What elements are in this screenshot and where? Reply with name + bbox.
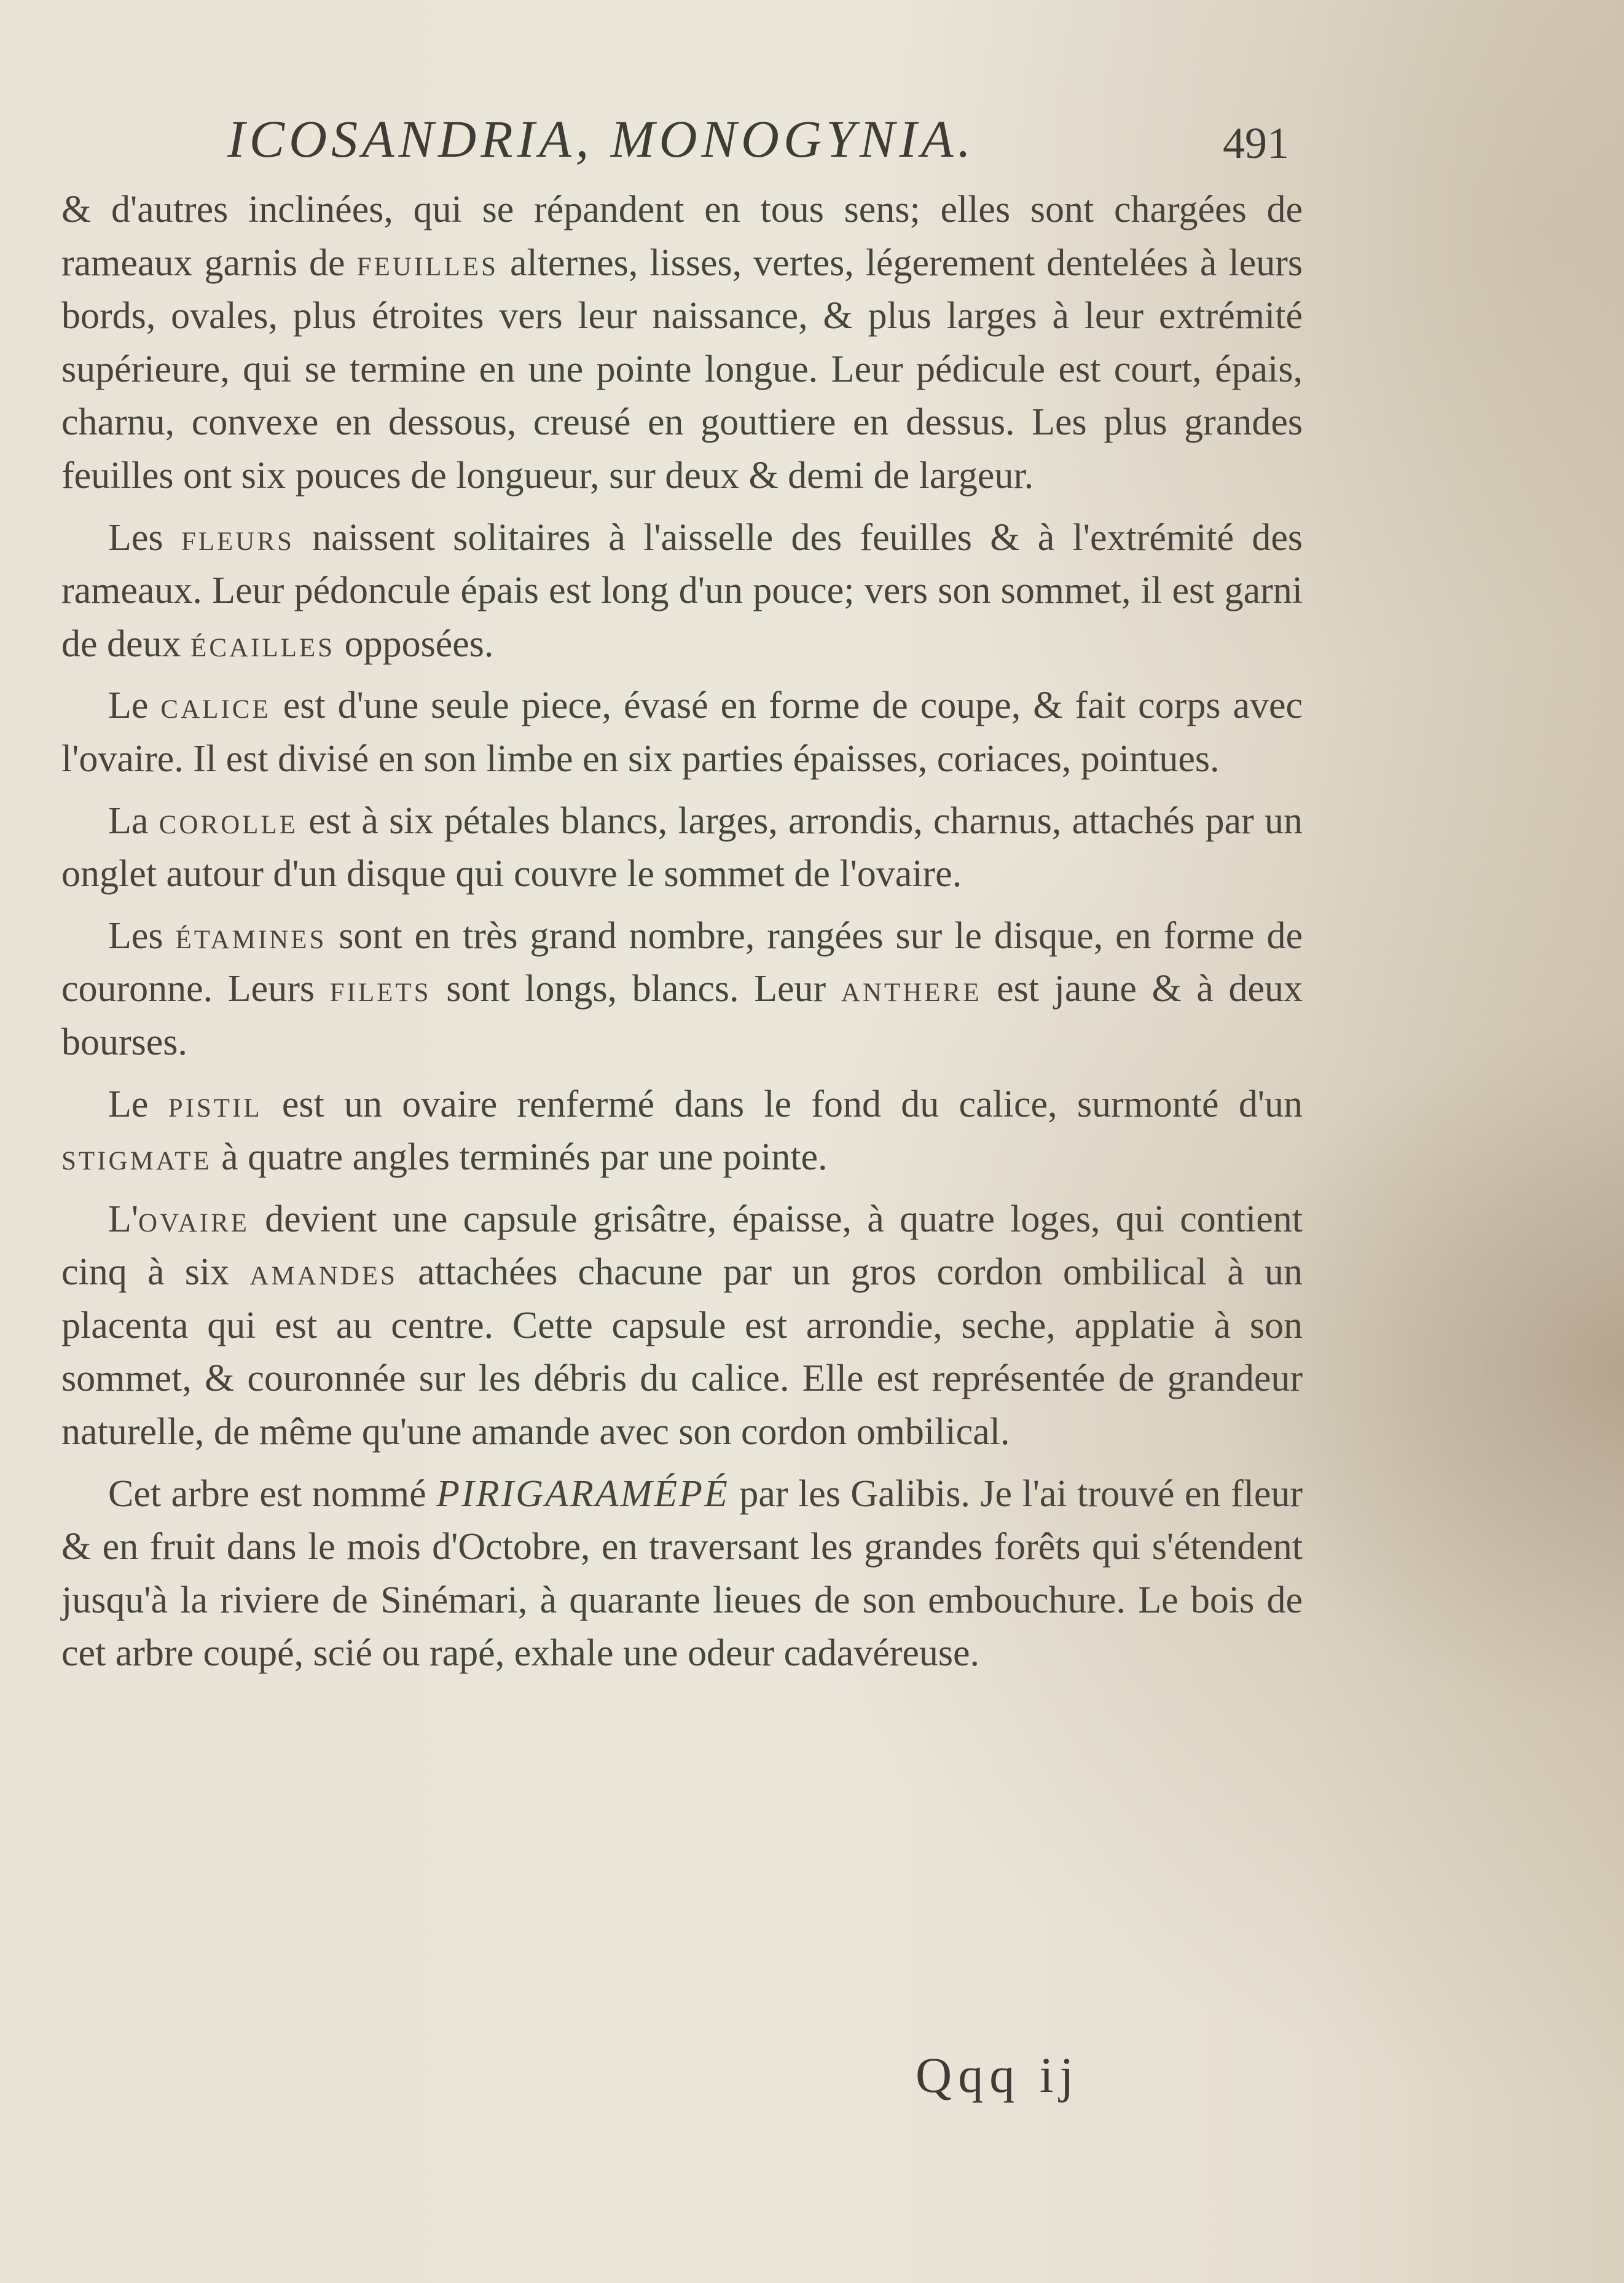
text-run: devient une capsule grisâtre, épaisse, à quatre loges, qui contient cinq à six (61, 1198, 1303, 1294)
term-feuilles: feuilles (356, 242, 498, 284)
text-run: alternes, lisses, vertes, légerement dentelées à leurs bords, ovales, plus étroites vers leur naissance, & plus larges à leur extrémité supérieure, qui se termine en une pointe longue. Leur pédicule est court, épais, charnu, convexe en dessous, creusé en gouttiere en dessus. Les plus grandes feuilles ont six pouces de longueur, sur deux & demi de largeur. (61, 242, 1303, 497)
paragraph-leaves-description (61, 183, 1303, 503)
paragraph-corolla (61, 795, 1303, 901)
term-fleurs: fleurs (181, 516, 294, 559)
text-run: attachées chacune par un gros cordon ombilical à un placenta qui est au centre. Cette capsule est arrondie, seche, applatie à son sommet, & couronnée sur les débris du calice. Elle est représentée de grandeur naturelle, de même qu'une amande avec son cordon ombilical. (61, 1251, 1303, 1453)
page-number: 491 (1223, 119, 1289, 168)
paragraph-stamens (61, 910, 1303, 1069)
paragraph-calyx (61, 679, 1303, 785)
text-run: naissent solitaires à l'aisselle des feuilles & à l'extrémité des rameaux. Leur pédoncule épais est long d'un pouce; vers son sommet, il est garni de deux (61, 516, 1303, 665)
text-run: Les (108, 914, 176, 957)
text-run: Le (108, 685, 161, 727)
text-run: L' (108, 1198, 139, 1240)
term-amandes: amandes (249, 1251, 398, 1294)
paragraph-ovary (61, 1193, 1303, 1459)
text-run: est un ovaire renfermé dans le fond du calice, surmonté d'un (262, 1083, 1303, 1125)
text-run: La (108, 800, 159, 842)
text-run: est jaune & à deux bourses. (61, 968, 1303, 1063)
text-run: Les (108, 516, 181, 559)
text-run: est d'une seule piece, évasé en forme de coupe, & fait corps avec l'ovaire. Il est divisé en son limbe en six parties épaisses, coriaces, pointues. (61, 685, 1303, 780)
text-run: Cet arbre est nommé (108, 1472, 437, 1515)
term-ecailles: écailles (190, 623, 335, 665)
term-pistil: pistil (168, 1083, 262, 1125)
text-run: sont en très grand nombre, rangées sur le disque, en forme de couronne. Leurs (61, 914, 1303, 1010)
term-corolle: corolle (159, 800, 298, 842)
term-ovaire: ovaire (138, 1198, 249, 1240)
signature-mark: Qqq ij (916, 2047, 1080, 2103)
paragraph-flowers (61, 511, 1303, 671)
text-run: Le (108, 1083, 168, 1125)
paragraph-tree-name (61, 1468, 1303, 1680)
term-etamines: étamines (175, 914, 327, 957)
term-anthere: anthere (841, 968, 982, 1010)
body-text (61, 183, 1303, 1689)
text-run: opposées. (335, 623, 494, 665)
text-run: & d'autres inclinées, qui se répandent en tous sens; elles sont chargées de rameaux garnis de (61, 189, 1303, 284)
running-title: ICOSANDRIA, MONOGYNIA. (227, 109, 975, 168)
paragraph-pistil (61, 1078, 1303, 1184)
text-run: sont longs, blancs. Leur (431, 968, 841, 1010)
text-run: est à six pétales blancs, larges, arrondis, charnus, attachés par un onglet autour d'un disque qui couvre le sommet de l'ovaire. (61, 800, 1303, 895)
term-stigmate: stigmate (61, 1136, 212, 1179)
term-filets: filets (329, 968, 431, 1010)
term-calice: calice (160, 685, 271, 727)
page-header (227, 108, 1309, 182)
text-run: par les Galibis. Je l'ai trouvé en fleur & en fruit dans le mois d'Octobre, en traversant les grandes forêts qui s'étendent jusqu'à la riviere de Sinémari, à quarante lieues de son embouchure. Le bois de cet arbre coupé, scié ou rapé, exhale une odeur cadavéreuse. (61, 1472, 1303, 1675)
text-run: à quatre angles terminés par une pointe. (211, 1136, 828, 1179)
term-pirigaramepe: PIRIGARAMÉPÉ (436, 1472, 729, 1515)
